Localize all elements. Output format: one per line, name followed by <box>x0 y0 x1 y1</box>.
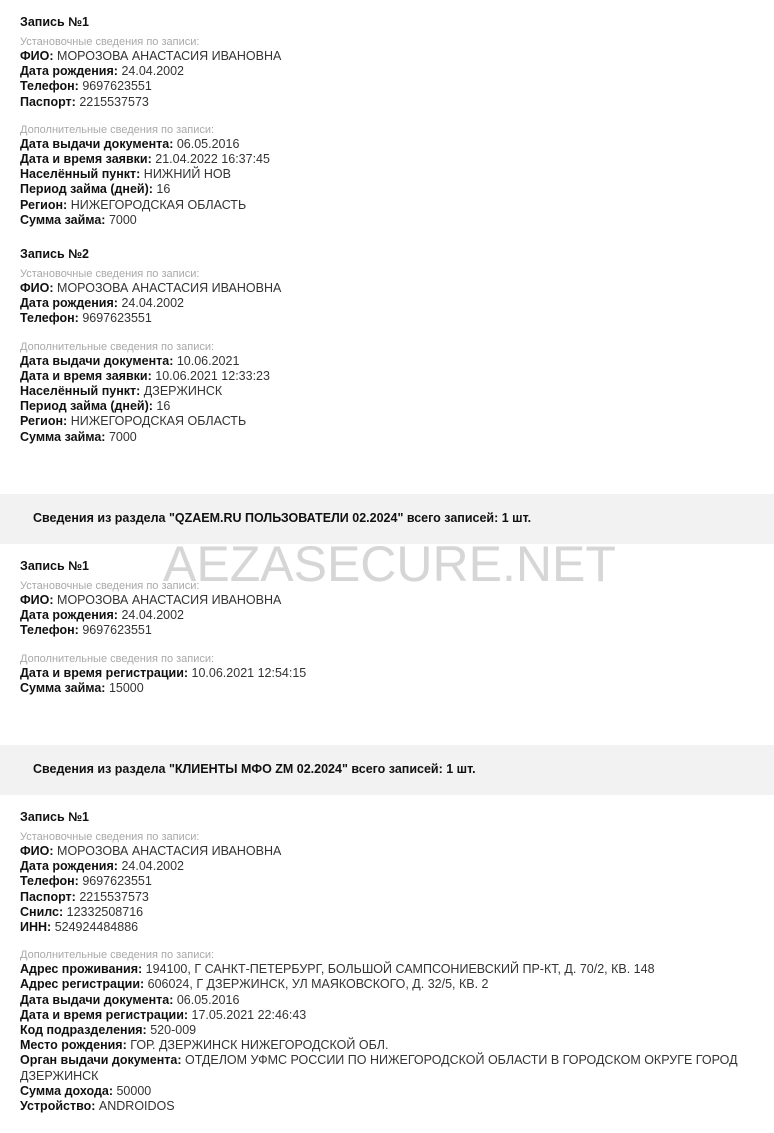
field-phone: Телефон: 9697623551 <box>20 79 152 94</box>
field-passport: Паспорт: 2215537573 <box>20 94 149 109</box>
field-snils: Снилс: 12332508716 <box>20 904 144 919</box>
field-registration-date: Дата и время регистрации: 10.06.2021 12:54:15 <box>20 665 307 680</box>
record-title: Запись №1 <box>20 15 90 29</box>
field-region: Регион: НИЖЕГОРОДСКАЯ ОБЛАСТЬ <box>20 414 247 429</box>
field-income: Сумма дохода: 50000 <box>20 1083 152 1098</box>
field-dob: Дата рождения: 24.04.2002 <box>20 608 184 623</box>
field-phone: Телефон: 9697623551 <box>20 623 152 638</box>
basic-info-caption: Установочные сведения по записи: <box>20 831 200 843</box>
field-phone: Телефон: 9697623551 <box>20 311 152 326</box>
field-doc-date: Дата выдачи документа: 06.05.2016 <box>20 136 240 151</box>
field-fio: ФИО: МОРОЗОВА АНАСТАСИЯ ИВАНОВНА <box>20 844 282 858</box>
basic-info-caption: Установочные сведения по записи: <box>20 36 200 48</box>
field-region: Регион: НИЖЕГОРОДСКАЯ ОБЛАСТЬ <box>20 197 247 212</box>
record-title: Запись №1 <box>20 559 90 573</box>
field-request-date: Дата и время заявки: 10.06.2021 12:33:23 <box>20 368 270 383</box>
field-city: Населённый пункт: ДЗЕРЖИНСК <box>20 384 223 399</box>
field-dob: Дата рождения: 24.04.2002 <box>20 859 184 874</box>
field-registration-date: Дата и время регистрации: 17.05.2021 22:46:43 <box>20 1007 307 1022</box>
field-doc-date: Дата выдачи документа: 10.06.2021 <box>20 353 240 368</box>
field-dob: Дата рождения: 24.04.2002 <box>20 64 184 79</box>
field-birth-place: Место рождения: ГОР. ДЗЕРЖИНСК НИЖЕГОРОДСКОЙ ОБЛ. <box>20 1038 389 1053</box>
field-dob: Дата рождения: 24.04.2002 <box>20 296 184 311</box>
record-title: Запись №1 <box>20 810 90 824</box>
record-title: Запись №2 <box>20 247 90 261</box>
field-fio: ФИО: МОРОЗОВА АНАСТАСИЯ ИВАНОВНА <box>20 281 282 295</box>
section-title: Сведения из раздела "КЛИЕНТЫ МФО ZM 02.2024" всего записей: 1 шт. <box>33 762 476 776</box>
extra-info-caption: Дополнительные сведения по записи: <box>20 949 215 962</box>
field-doc-date: Дата выдачи документа: 06.05.2016 <box>20 992 240 1007</box>
extra-info-caption: Дополнительные сведения по записи: <box>20 340 215 353</box>
basic-info-caption: Установочные сведения по записи: <box>20 580 200 592</box>
field-registration-address: Адрес регистрации: 606024, Г ДЗЕРЖИНСК, УЛ МАЯКОВСКОГО, Д. 32/5, КВ. 2 <box>20 977 489 992</box>
extra-info-caption: Дополнительные сведения по записи: <box>20 652 215 665</box>
watermark-text: AEZASECURE.NET <box>163 536 616 592</box>
extra-info-caption: Дополнительные сведения по записи: <box>20 123 215 136</box>
field-fio: ФИО: МОРОЗОВА АНАСТАСИЯ ИВАНОВНА <box>20 593 282 607</box>
field-phone: Телефон: 9697623551 <box>20 874 152 889</box>
record-2 <box>20 246 760 445</box>
section-title: Сведения из раздела "QZAEM.RU ПОЛЬЗОВАТЕЛИ 02.2024" всего записей: 1 шт. <box>33 511 532 525</box>
field-period: Период займа (дней): 16 <box>20 399 171 414</box>
field-loan-sum: Сумма займа: 15000 <box>20 680 144 695</box>
record-1 <box>20 14 760 228</box>
record-mfo-1 <box>20 809 760 1114</box>
field-residence-address: Адрес проживания: 194100, Г САНКТ-ПЕТЕРБУРГ, БОЛЬШОЙ САМПСОНИЕВСКИЙ ПР-КТ, Д. 70/2, КВ. 148 <box>20 962 655 977</box>
field-city: Населённый пункт: НИЖНИЙ НОВ <box>20 167 231 182</box>
field-request-date: Дата и время заявки: 21.04.2022 16:37:45 <box>20 152 270 167</box>
field-division-code: Код подразделения: 520-009 <box>20 1023 197 1038</box>
field-fio: ФИО: МОРОЗОВА АНАСТАСИЯ ИВАНОВНА <box>20 49 282 63</box>
field-loan-sum: Сумма займа: 7000 <box>20 429 137 444</box>
field-issuing-authority: Орган выдачи документа: ОТДЕЛОМ УФМС РОССИИ ПО НИЖЕГОРОДСКОЙ ОБЛАСТИ В ГОРОДСКОМ ОКРУГЕ ГОРОД ДЗЕРЖИНСК <box>20 1053 738 1083</box>
field-passport: Паспорт: 2215537573 <box>20 889 149 904</box>
field-device: Устройство: ANDROIDOS <box>20 1099 175 1114</box>
field-period: Период займа (дней): 16 <box>20 182 171 197</box>
field-inn: ИНН: 524924484886 <box>20 920 139 935</box>
section-header-mfo-zm <box>0 745 774 795</box>
basic-info-caption: Установочные сведения по записи: <box>20 268 200 280</box>
field-loan-sum: Сумма займа: 7000 <box>20 212 137 227</box>
